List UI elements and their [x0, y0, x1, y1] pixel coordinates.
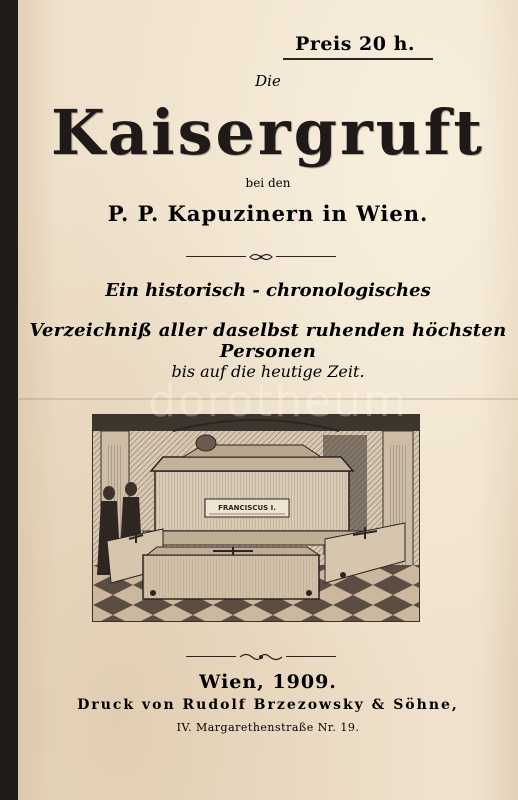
description-line-2: Verzeichniß aller daselbst ruhenden höchsten Personen [29, 320, 507, 362]
paper-fold [18, 398, 518, 400]
ornament-icon [248, 252, 274, 262]
ornament-icon [238, 652, 284, 662]
page-subtitle: P. P. Kapuzinern in Wien. [107, 201, 429, 226]
description-line-1: Ein historisch - chronologisches [105, 280, 431, 301]
page-title: Kaisergruft [50, 96, 486, 169]
sarcophagus-inscription: FRANCISCUS I. [218, 504, 276, 512]
title-article: Die [255, 72, 281, 90]
ornament-divider-top [186, 252, 336, 262]
description-line-3: bis auf die heutige Zeit. [171, 362, 365, 381]
imprint-printer: Druck von Rudolf Brzezowsky & Söhne, [77, 697, 459, 713]
imprint-address: IV. Margarethenstraße Nr. 19. [176, 721, 360, 734]
ornament-divider-bottom [186, 652, 336, 662]
title-preposition: bei den [245, 176, 291, 190]
crypt-engraving [92, 414, 420, 622]
watermark-text: dorotheum [148, 376, 408, 427]
crypt-illustration [93, 415, 419, 621]
price-box [283, 30, 433, 60]
imprint-city-year: Wien, 1909. [199, 671, 337, 693]
price-label: Preis 20 h. [295, 33, 415, 55]
dark-background-edge [0, 0, 18, 800]
